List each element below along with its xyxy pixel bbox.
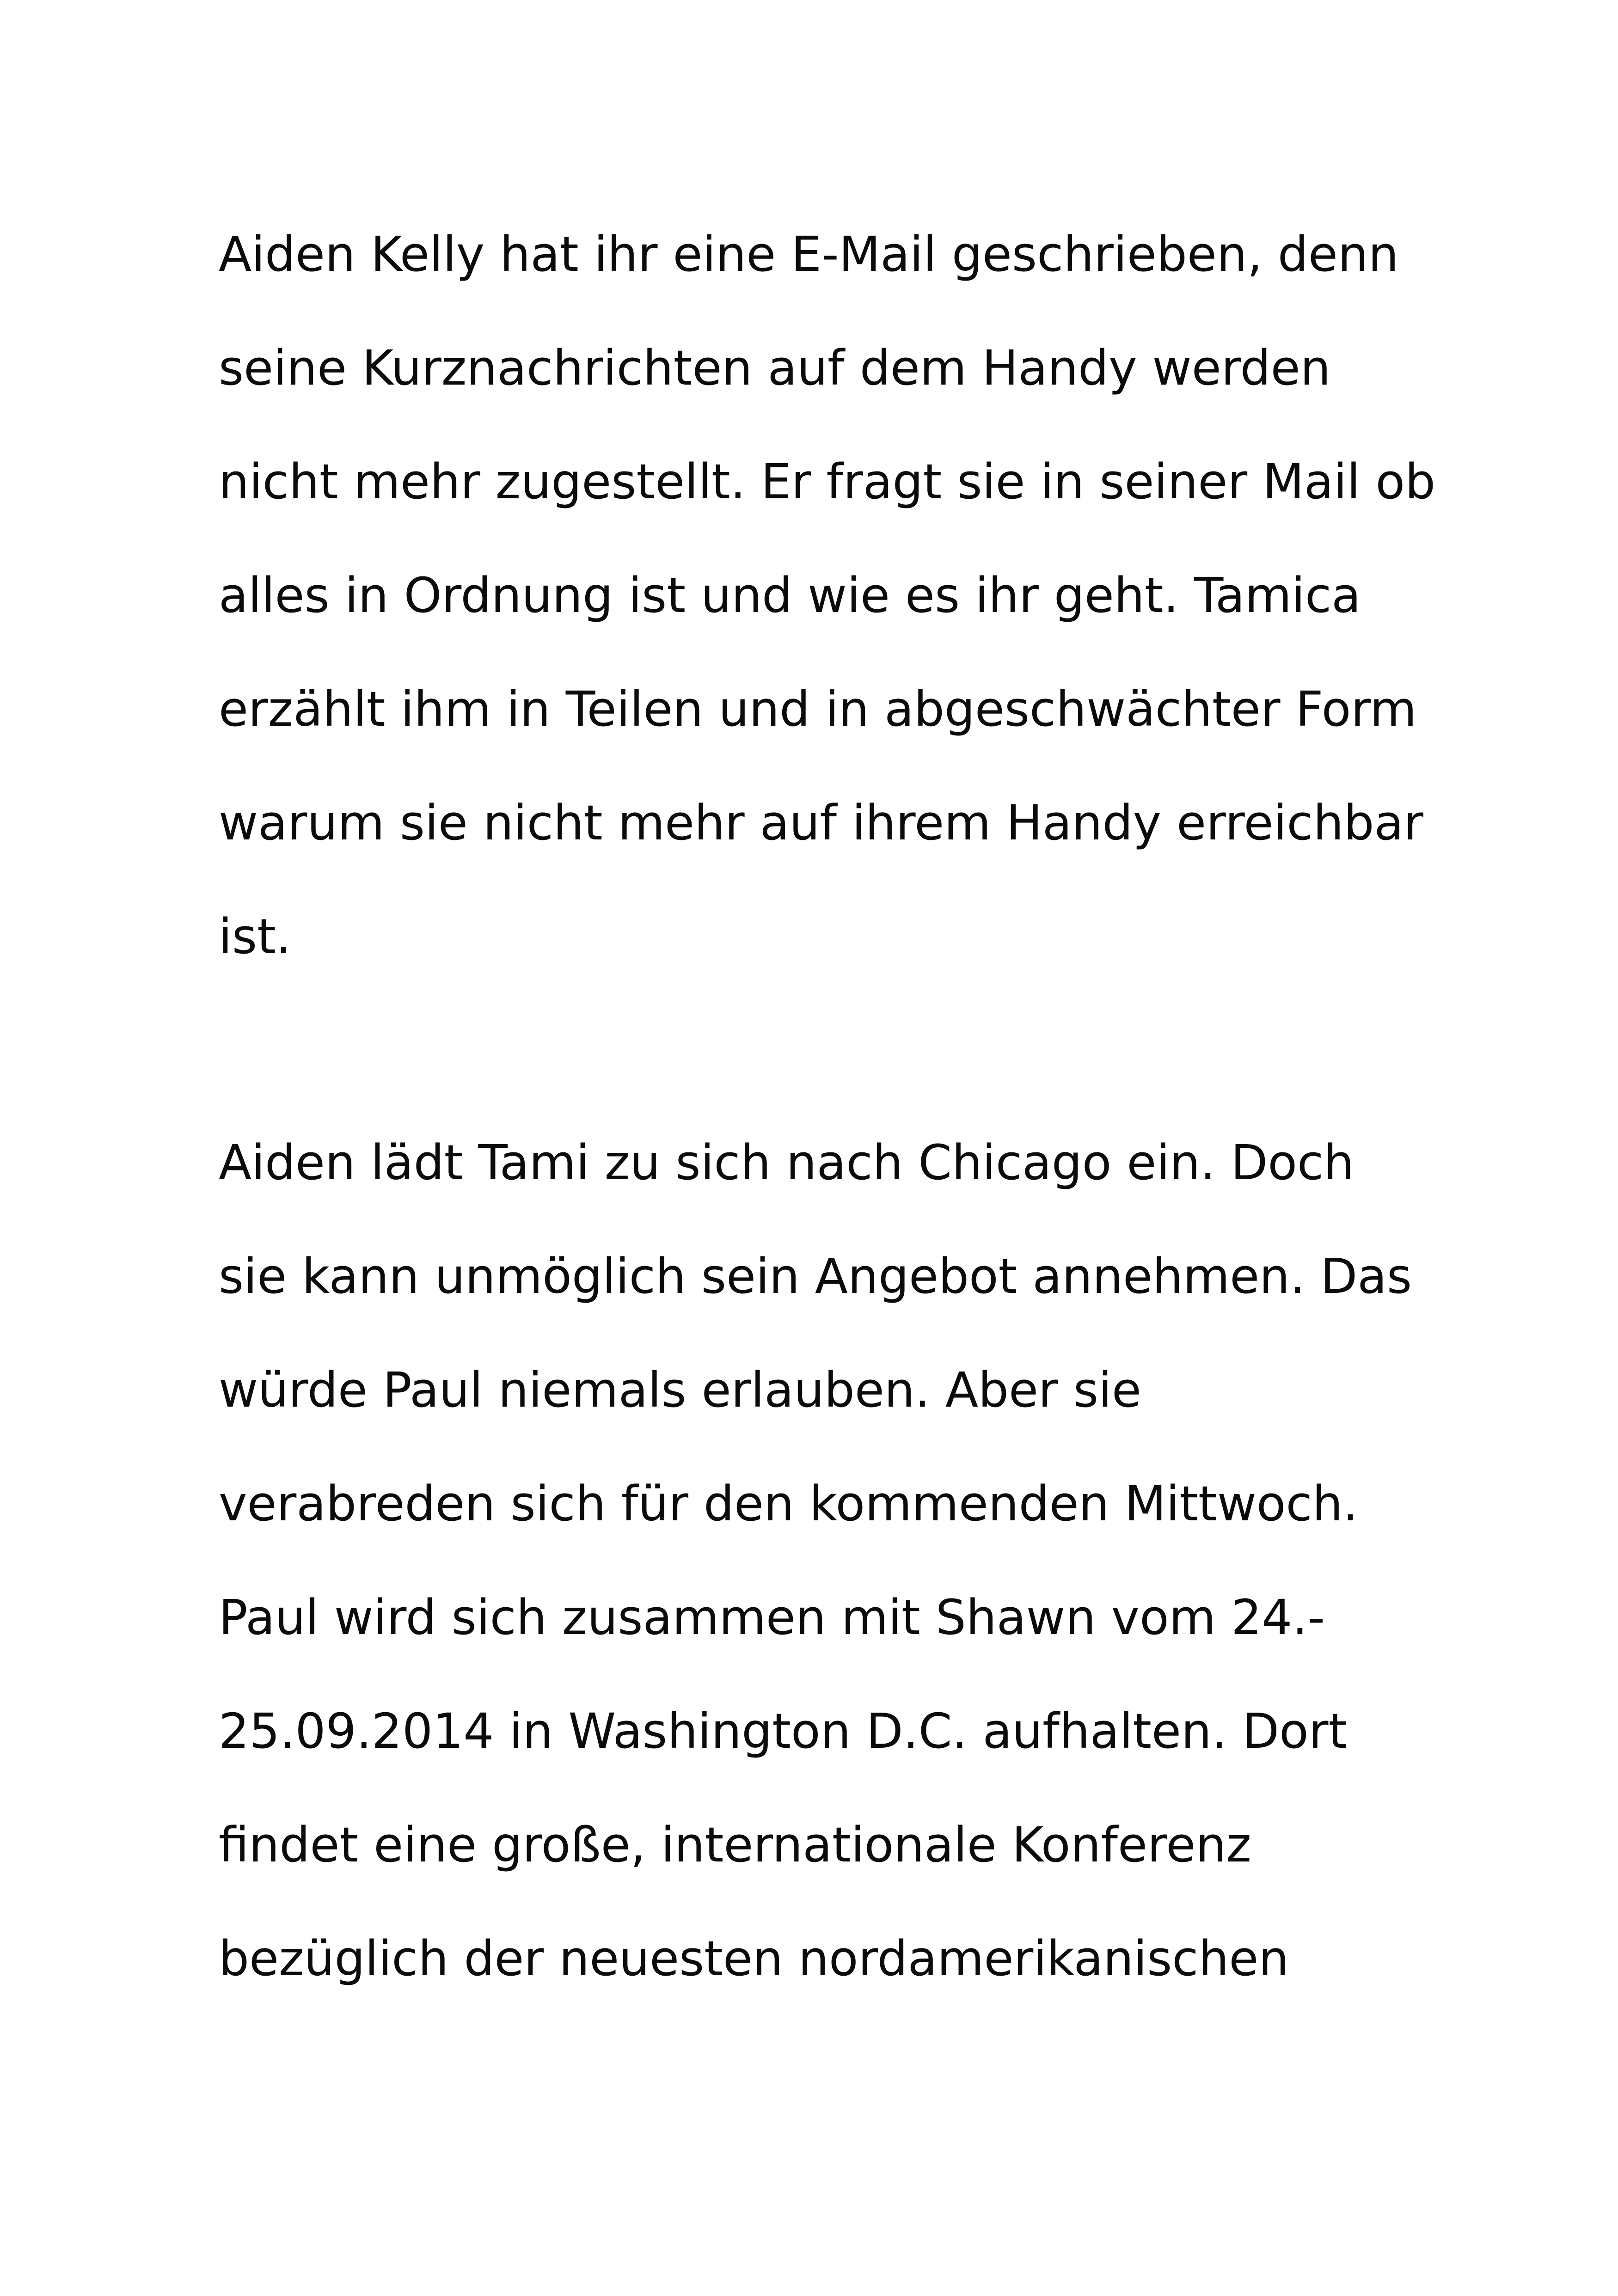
text-line: verabreden sich für den kommenden Mittwoch. bbox=[219, 1476, 1358, 1532]
text-line: ist. bbox=[219, 908, 291, 965]
text-line: Paul wird sich zusammen mit Shawn vom 24.- bbox=[219, 1589, 1325, 1646]
text-line: warum sie nicht mehr auf ihrem Handy erreichbar bbox=[219, 795, 1423, 851]
text-line: alles in Ordnung ist und wie es ihr geht. Tamica bbox=[219, 567, 1361, 624]
text-line: seine Kurznachrichten auf dem Handy werden bbox=[219, 340, 1331, 396]
text-line: Aiden lädt Tami zu sich nach Chicago ein. Doch bbox=[219, 1134, 1354, 1191]
text-line: findet eine große, internationale Konferenz bbox=[219, 1817, 1251, 1873]
text-line: bezüglich der neuesten nordamerikanischen bbox=[219, 1930, 1289, 1987]
text-line: 25.09.2014 in Washington D.C. aufhalten. Dort bbox=[219, 1703, 1348, 1759]
text-line: Aiden Kelly hat ihr eine E-Mail geschrieben, denn bbox=[219, 226, 1399, 282]
text-line: erzählt ihm in Teilen und in abgeschwächter Form bbox=[219, 681, 1417, 737]
text-line: sie kann unmöglich sein Angebot annehmen. Das bbox=[219, 1248, 1412, 1304]
text-line: nicht mehr zugestellt. Er fragt sie in seiner Mail ob bbox=[219, 453, 1436, 510]
text-line: würde Paul niemals erlauben. Aber sie bbox=[219, 1362, 1141, 1418]
